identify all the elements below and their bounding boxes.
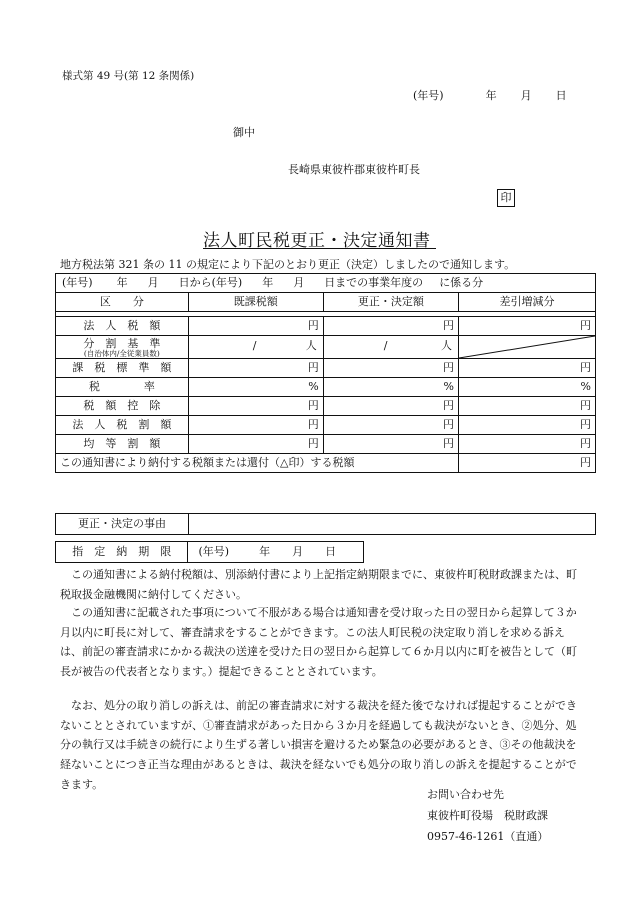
table-cell: 円	[323, 359, 458, 378]
row-label-tax-rate: 税 率	[56, 378, 189, 397]
period-to-month: 月	[293, 276, 305, 289]
date-era: (年号)	[413, 89, 444, 102]
period-from-day: 日から	[178, 276, 212, 289]
table-row	[56, 336, 596, 359]
date-day: 日	[555, 89, 567, 102]
table-row	[56, 359, 596, 378]
form-number: 様式第 49 号(第 12 条関係)	[62, 70, 195, 82]
period-from-era: (年号)	[62, 276, 93, 289]
unit: 人	[305, 339, 317, 352]
table-cell: 円	[188, 435, 323, 454]
table-cell: 円	[188, 317, 323, 336]
due-date-table	[55, 541, 364, 563]
table-cell	[323, 336, 458, 359]
diagonal-line	[459, 336, 595, 358]
period-suffix: に係る分	[439, 276, 484, 289]
table-cell: 円	[323, 435, 458, 454]
date-year: 年	[485, 89, 497, 102]
table-cell: 円	[458, 416, 595, 435]
slash: /	[252, 339, 257, 352]
table-row	[56, 397, 596, 416]
payment-instructions: この通知書による納付税額は、別添納付書により上記指定納期限までに、東彼杵町税財政課または、町税取扱金融機関に納付してください。	[60, 568, 577, 601]
seal-icon: 印	[497, 189, 515, 207]
table-cell: 円	[458, 435, 595, 454]
unit: 人	[440, 339, 452, 352]
column-header-row	[56, 293, 596, 312]
appeal-notice: この通知書に記載された事項について不服がある場合は通知書を受け取った日の翌日から起算して３か月以内に町長に対して、審査請求をすることができます。この法人町民税の決定取り消しを求める訴えは、前記の審査請求にかかる裁決の送達を受けた日の翌日から起算して６か月以内に町を被告として（町長が被告の代表者となります。）提起できることとされています。	[60, 606, 577, 679]
slash: /	[383, 339, 388, 352]
total-label: この通知書により納付する税額または還付（△印）する税額	[56, 454, 459, 473]
tax-table	[55, 273, 596, 473]
row-label-per-capita-levy: 均 等 割 額	[56, 435, 189, 454]
division-basis-sublabel: (自治体内/全従業員数)	[83, 348, 160, 358]
fiscal-period-row	[56, 274, 596, 293]
issue-date	[413, 87, 567, 103]
table-cell: 円	[458, 359, 595, 378]
reason-value	[188, 514, 595, 535]
table-cell: 円	[323, 317, 458, 336]
date-month: 月	[520, 89, 532, 102]
row-label-corporate-tax: 法 人 税 額	[56, 317, 189, 336]
col-header-corrected: 更正・決定額	[323, 293, 458, 312]
table-cell: 円	[188, 416, 323, 435]
due-year: 年	[259, 545, 271, 558]
table-row	[56, 435, 596, 454]
table-row	[56, 378, 596, 397]
lawsuit-notice: なお、処分の取り消しの訴えは、前記の審査請求に対する裁決を経た後でなければ提起することができないこととされていますが、①審査請求があった日から３か月を経過しても裁決がないとき、②処分、処分の執行又は手続きの続行により生ずる著しい損害を避けるため緊急の必要があるとき、③その他裁決を経ないことにつき正当な理由があるときは、裁決を経ないでも処分の取り消しの訴えを提起することができます。	[60, 699, 577, 791]
table-cell: 円	[188, 359, 323, 378]
table-cell	[188, 336, 323, 359]
contact-heading: お問い合わせ先	[427, 788, 504, 801]
row-label-tax-base: 課 税 標 準 額	[56, 359, 189, 378]
due-day: 日	[325, 545, 337, 558]
row-label-tax-credit: 税 額 控 除	[56, 397, 189, 416]
table-cell: %	[188, 378, 323, 397]
table-cell: 円	[323, 416, 458, 435]
period-to-era: (年号)	[211, 276, 243, 289]
row-label-corporate-tax-levy: 法 人 税 割 額	[56, 416, 189, 435]
total-cell: 円	[458, 454, 595, 473]
table-cell: 円	[458, 397, 595, 416]
division-basis-label: 分 割 基 準	[83, 336, 161, 350]
total-row	[56, 454, 596, 473]
table-cell: 円	[458, 317, 595, 336]
reason-label: 更正・決定の事由	[56, 514, 189, 535]
reason-table	[55, 513, 596, 535]
contact-office: 東彼杵町役場 税財政課	[427, 809, 548, 822]
issuer-name: 長崎県東彼杵郡東彼杵町長	[288, 163, 420, 176]
document-title: 法人町民税更正・決定通知書	[203, 231, 431, 251]
diagonal-cell	[458, 336, 595, 359]
intro-text: 地方税法第 321 条の 11 の規定により下記のとおり更正（決定）しましたので通知します。	[60, 258, 516, 271]
period-to-day: 日までの事業年度の	[324, 276, 424, 289]
table-cell: %	[458, 378, 595, 397]
due-era: (年号)	[198, 545, 230, 558]
row-label-division-basis	[56, 336, 189, 359]
title-underline	[203, 248, 436, 249]
due-date-label: 指 定 納 期 限	[56, 542, 188, 563]
col-header-assessed: 既課税額	[188, 293, 323, 312]
addressee: 御中	[233, 126, 255, 139]
table-row	[56, 416, 596, 435]
table-cell: 円	[323, 397, 458, 416]
table-cell: 円	[188, 397, 323, 416]
due-month: 月	[292, 545, 304, 558]
col-header-category: 区 分	[56, 293, 189, 312]
table-row	[56, 317, 596, 336]
period-from-month: 月	[147, 276, 159, 289]
contact-phone: 0957-46-1261（直通）	[427, 830, 549, 843]
period-from-year: 年	[116, 276, 128, 289]
period-to-year: 年	[262, 276, 274, 289]
due-date-value	[188, 542, 364, 563]
col-header-difference: 差引増減分	[458, 293, 595, 312]
table-cell: %	[323, 378, 458, 397]
